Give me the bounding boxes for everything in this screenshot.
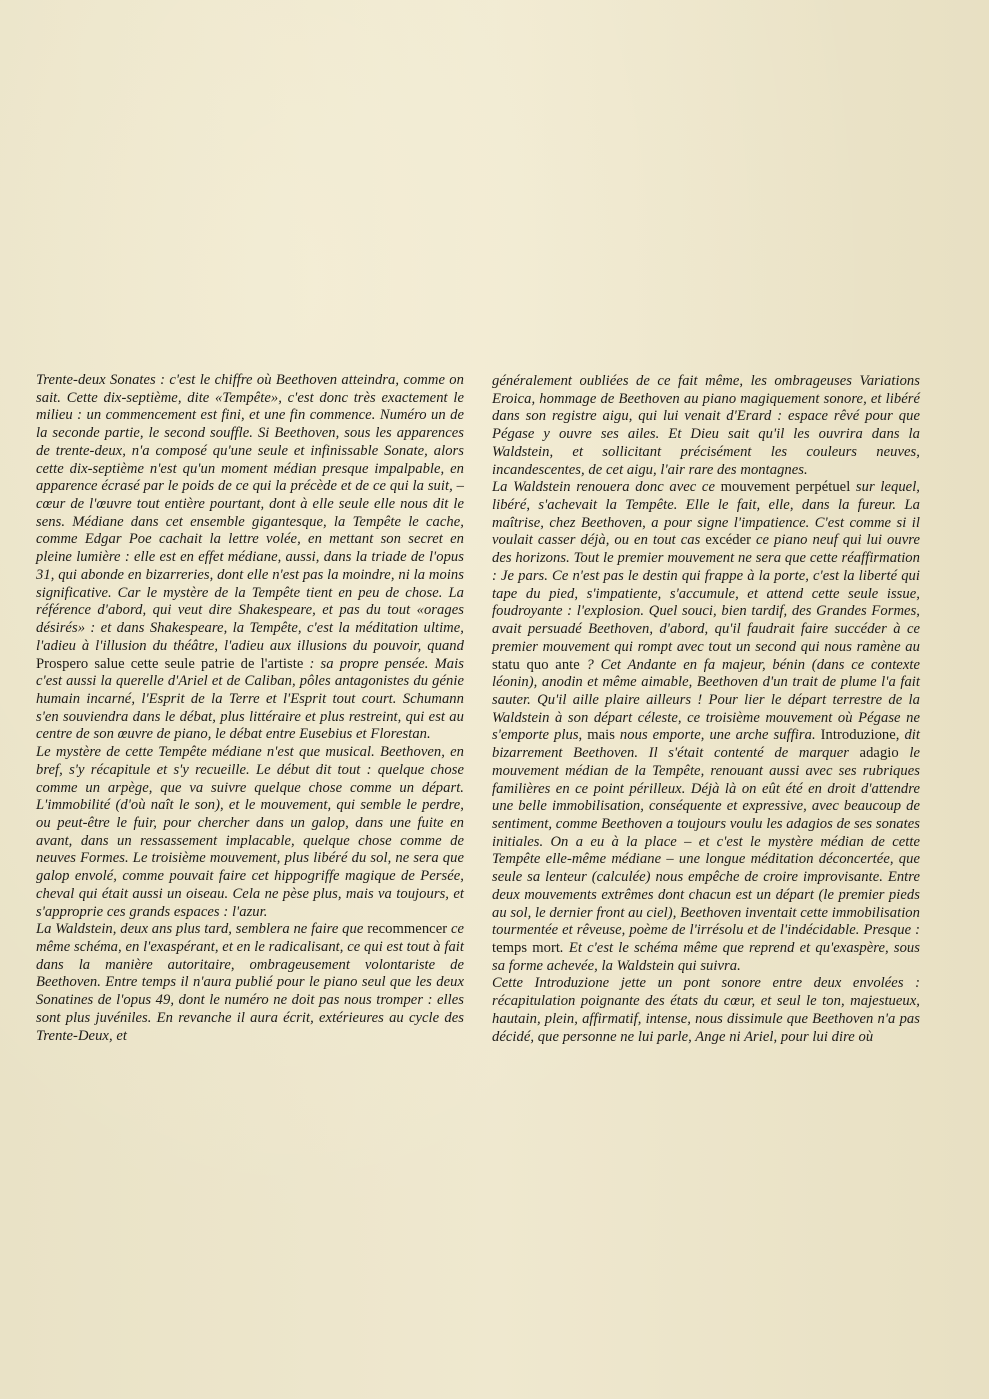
- text-run-roman: adagio: [859, 745, 899, 762]
- text-run: La Waldstein renouera donc avec ce: [492, 479, 721, 496]
- text-run: Trente-deux Sonates : c'est le chiffre où Beethoven atteindra, comme on sait. Cette dix-septième, dite «Tempête», c'est donc très exactement le milieu : un commencement est fini, et une fin commence. Numéro un de la seconde partie, le second souffle. Si Beethoven, sous les apparences de trente-deux, n'a composé qu'une seule et infinissable Sonate, alors cette dix-septième n'est qu'un moment médian presque impalpable, en apparence écrasé par le poids de ce qui la précède et de ce qui la suit, – cœur de l'œuvre tout entière pourtant, dont à elle seule elle nous dit le sens. Médiane dans cet ensemble gigantesque, la Tempête le cache, comme Edgar Poe cachait la lettre volée, en mettant son secret en pleine lumière : elle est en effet médiane, aussi, dans la triade de l'opus 31, qui abonde en bizarreries, dont elle n'est pas la moindre, ni la moins significative. Car le mystère de la Tempête tient en peu de chose. La référence d'abord, qui veut dire Shakespeare, et pas du tout «orages désirés» : et dans Shakespeare, la Tempête, c'est la méditation ultime, l'adieu à l'illusion du théâtre, l'adieu aux illusions du pouvoir, quand: [36, 372, 464, 654]
- paragraph: [36, 372, 464, 744]
- text-run-roman: temps mort: [492, 940, 561, 956]
- paragraph: [492, 479, 920, 975]
- text-run-roman: statu quo ante: [492, 656, 580, 673]
- right-column: [492, 373, 920, 1046]
- text-run-roman: Introduzione: [820, 727, 896, 744]
- paragraph: généralement oubliées de ce fait même, les ombrageuses Variations Eroica, hommage de Beethoven au piano magiquement sonore, et libéré dans son registre aigu, qui lui venait d'Erard : espace rêvé pour que Pégase y ouvre ses ailes. Et Dieu sait qu'il les ouvrira dans la Waldstein, et sollicitant précisément les couleurs neuves, incandescentes, de cet aigu, l'air rare des montagnes.: [492, 373, 920, 478]
- paragraph: Cette Introduzione jette un pont sonore entre deux envolées : récapitulation poignante des états du cœur, et seul le ton, majestueux, hautain, plein, affirmatif, intense, nous dissimule que Beethoven n'a pas décidé, que personne ne lui parle, Ange ni Ariel, pour lui dire où: [492, 975, 920, 1045]
- text-run: ? Cet Andante en fa majeur, bénin (dans ce contexte léonin), anodin et même aimable, Beethoven d'un trait de plume l'a fait sauter. Qu'il aille plaire ailleurs ! Pour lier le départ terrestre de la Waldstein à son départ céleste, ce troisième mouvement où Pégase ne s'emporte plus,: [492, 656, 920, 744]
- text-run: le mouvement médian de la Tempête, renouant aussi avec ses rubriques familières en ce point périlleux. Déjà là on eût été en droit d'attendre une belle immobilisation, conséquente et expressive, avec beaucoup de sentiment, comme Beethoven a toujours voulu les adagios de ses sonates initiales. On a eu à la place – et c'est le mystère médian de cette Tempête elle-même médiane – une longue méditation déconcertée, que seule sa lenteur (calculée) nous empêche de croire improvisante. Entre deux mouvements extrêmes dont chacun est un départ (le premier pieds au sol, le dernier front au ciel), Beethoven inventait cette immobilisation tourmentée et rêveuse, poème de l'irrésolu et de l'indécidable. Presque :: [492, 745, 920, 939]
- text-run: ce piano neuf qui lui ouvre des horizons. Tout le premier mouvement ne sera que cette réaffirmation : Je pars. Ce n'est pas le destin qui frappe à la porte, c'est la liberté qui tape du pied, s'impatiente, s'accumule, et attend cette seule issue, foudroyante : l'explosion. Quel souci, bien tardif, des Grandes Formes, avait persuadé Beethoven, d'abord, qu'il faudrait faire succéder à ce premier mouvement qui rompt avec tout un second qui nous ramène au: [492, 532, 920, 655]
- left-column: [36, 372, 464, 1045]
- text-run: nous emporte, une arche suffira.: [614, 727, 821, 744]
- text-run-roman: Prospero salue cette seule patrie de l'artiste: [36, 655, 304, 672]
- text-run-roman: mais: [587, 727, 615, 744]
- text-run-roman: excéder: [705, 532, 752, 549]
- text-run: ce même schéma, en l'exaspérant, et en le radicalisant, ce qui est tout à fait dans la manière autoritaire, ombrageusement volontariste de Beethoven. Entre temps il n'aura publié pour le piano seul que les deux Sonatines de l'opus 49, dont le numéro ne doit pas nous tromper : elles sont plus juvéniles. En revanche il aura écrit, extérieures au cycle des Trente-Deux, et: [36, 921, 464, 1044]
- text-run: La Waldstein, deux ans plus tard, semblera ne faire que: [36, 921, 368, 938]
- text-run: . Et c'est le schéma même que reprend et qu'exaspère, sous sa forme achevée, la Waldstein qui suivra.: [492, 940, 920, 974]
- text-run-roman: mouvement perpétuel: [720, 479, 851, 496]
- text-run-roman: recommencer: [367, 921, 448, 938]
- text-run: : sa propre pensée. Mais c'est aussi la querelle d'Ariel et de Caliban, pôles antagonistes du génie humain incarné, l'Esprit de la Terre et l'Esprit tout court. Schumann s'en souviendra dans le débat, plus littéraire et plus restreint, qui est au centre de son œuvre de piano, le débat entre Eusebius et Florestan.: [36, 655, 464, 743]
- text-run: , dit bizarrement Beethoven. Il s'était contenté de marquer: [492, 727, 920, 762]
- text-run: sur lequel, libéré, s'achevait la Tempête. Elle le fait, elle, dans la fureur. La maîtrise, chez Beethoven, a pour signe l'impatience. C'est comme si il voulait casser déjà, ou en tout cas: [492, 479, 921, 549]
- paragraph: [36, 921, 464, 1045]
- paragraph: Le mystère de cette Tempête médiane n'est que musical. Beethoven, en bref, s'y récapitule et s'y recueille. Le début dit tout : quelque chose comme un arpège, que va suivre quelque chose comme un départ. L'immobilité (d'où naît le son), et le mouvement, qui semble le perdre, ou peut-être le fuir, pour chercher dans un galop, dans une fuite en avant, dans un ressassement implacable, quelque chose comme de neuves Formes. Le troisième mouvement, plus libéré du sol, ne sera que galop envolé, comme pouvait faire cet hippogriffe magique de Persée, cheval qui était aussi un oiseau. Cela ne pèse plus, mais va toujours, et s'approprie ces grands espaces : l'azur.: [36, 744, 464, 920]
